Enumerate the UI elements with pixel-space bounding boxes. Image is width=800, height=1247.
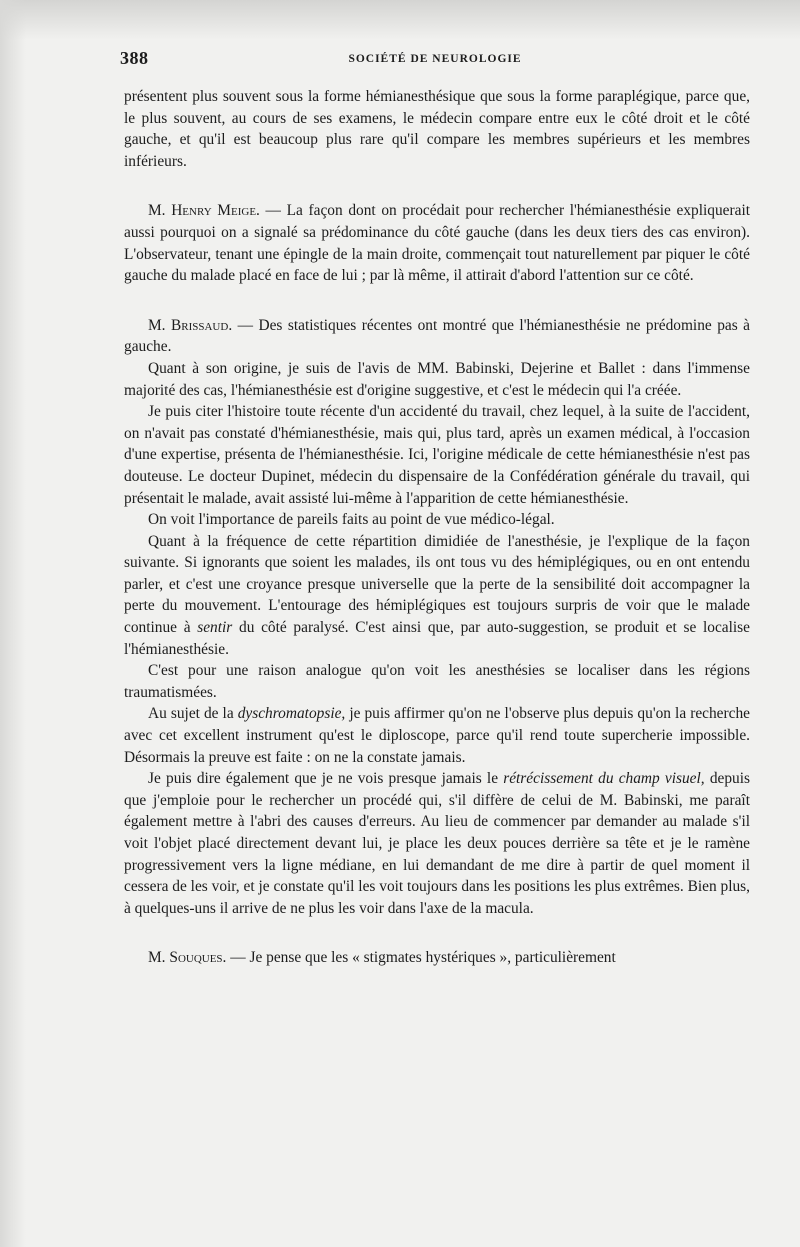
speaker-name: M. Brissaud. <box>148 316 233 334</box>
paragraph-accident <box>124 401 750 509</box>
paragraph-origin <box>124 358 750 401</box>
page-header <box>118 48 752 72</box>
paragraph-text: présentent plus souvent sous la forme hémianesthésique que sous la forme paraplégique, parce que, le plus souvent, au cours de ses examens, le médecin compare entre eux le côté droit et le côté gauche, et qu'il est beaucoup plus rare qu'il compare les membres supérieurs et les membres inférieurs. <box>124 88 750 170</box>
paragraph-text: — Je pense que les « stigmates hystériques », particulièrement <box>226 949 616 967</box>
paragraph-text: On voit l'importance de pareils faits au point de vue médico-légal. <box>148 511 555 529</box>
speaker-name: M. Souques. <box>148 949 227 967</box>
paragraph-brissaud <box>124 315 750 358</box>
paragraph-text: depuis que j'emploie pour le rechercher un procédé qui, s'il diffère de celui de M. Babinski, me paraît également mettre à l'abri des causes d'erreurs. Au lieu de commencer par demander au malade s'il voit l'objet placé directement devant lui, je place les deux pouces derrière sa tête et je le ramène progressivement vers la ligne médiane, en lui demandant de me dire à partir de quel moment il cessera de les voir, et je constate qu'il les voit toujours dans les positions les plus extrêmes. Bien plus, à quelques-uns il arrive de ne plus les voir dans l'axe de la macula. <box>124 770 751 917</box>
italic-term: rétrécissement du champ visuel, <box>503 770 705 788</box>
paragraph-visual-field <box>124 768 750 919</box>
paragraph-text: Je puis citer l'histoire toute récente d'un accidenté du travail, chez lequel, à la suite de l'accident, on n'avait pas constaté d'hémianesthésie, mais qui, plus tard, après un examen médical, à l'occasion d'une expertise, présenta de l'hémianesthésie. Ici, l'origine médicale de cette hémianesthésie n'est pas douteuse. Le docteur Dupinet, médecin du dispensaire de la Confédération générale du travail, qui présentait le malade, avait assisté lui-même à l'apparition de cette hémianesthésie. <box>124 403 750 507</box>
italic-term: sentir <box>197 619 233 637</box>
paragraph-text: je puis affirmer qu'on ne l'observe plus depuis qu'on la recherche avec cet excellent instrument qu'est le diploscope, parce qu'il rend toute supercherie impossible. Désormais la preuve est faite : on ne la constate jamais. <box>124 705 750 766</box>
italic-term: dyschromatopsie, <box>237 705 346 723</box>
paragraph-text: Quant à son origine, je suis de l'avis de MM. Babinski, Dejerine et Ballet : dans l'immense majorité des cas, l'hémianesthésie est d'origine suggestive, et c'est le médecin qui l'a créée. <box>124 359 750 399</box>
body-text <box>124 86 750 969</box>
paragraph-traumatism <box>124 660 750 703</box>
paragraph-text: Au sujet de la <box>148 705 238 723</box>
paragraph-medico-legal <box>124 509 750 531</box>
page-number: 388 <box>120 48 149 68</box>
paragraph-meige <box>124 200 750 286</box>
paragraph-text: Quant à la fréquence de cette répartition dimidiée de l'anesthésie, je l'explique de la façon suivante. Si ignorants que soient les malades, ils ont tous vu des hémiplégiques, ou en ont entendu parler, et c'est une croyance presque universelle que la perte de la sensibilité doit accompagner la perte du mouvement. L'entourage des hémiplégiques est toujours surpris de voir que le malade continue à <box>124 532 750 637</box>
paragraph-souques <box>124 947 750 969</box>
paragraph-frequency <box>124 531 750 661</box>
running-head: SOCIÉTÉ DE NEUROLOGIE <box>348 53 522 65</box>
paragraph-text: — La façon dont on procédait pour rechercher l'hémianesthésie expliquerait aussi pourquoi on a signalé sa prédominance du côté gauche (dans les deux tiers des cas environ). L'observateur, tenant une épingle de la main droite, commençait tout naturellement par piquer le côté gauche du malade placé en face de lui ; par là même, il attirait d'abord l'attention sur ce côté. <box>124 202 750 285</box>
paragraph-dyschromatopsie <box>124 703 750 768</box>
paragraph-text: C'est pour une raison analogue qu'on voit les anesthésies se localiser dans les régions traumatismées. <box>124 662 750 701</box>
paragraph-text: du côté paralysé. C'est ainsi que, par auto-suggestion, se produit et se localise l'hémianesthésie. <box>124 619 750 658</box>
paragraph-continuation <box>124 86 750 172</box>
speaker-name: M. Henry Meige. <box>148 202 260 220</box>
paragraph-text: — Des statistiques récentes ont montré que l'hémianesthésie ne prédomine pas à gauche. <box>124 316 750 356</box>
paragraph-text: Je puis dire également que je ne vois presque jamais le <box>148 770 504 788</box>
